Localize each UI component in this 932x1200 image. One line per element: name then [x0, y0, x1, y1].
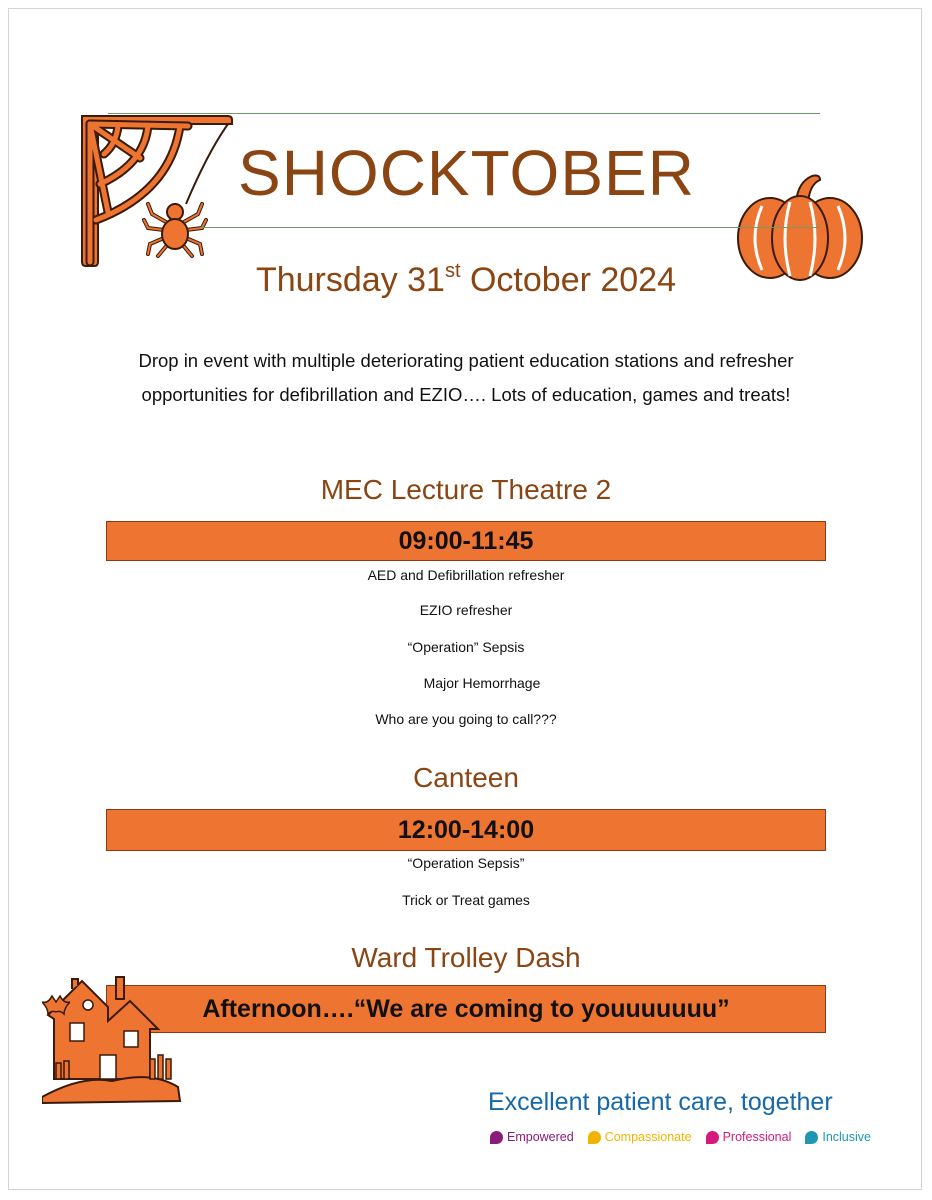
value-professional: [706, 1130, 792, 1144]
professional-drop-icon: [706, 1131, 719, 1144]
event-title: SHOCKTOBER: [238, 137, 695, 209]
time-bar-morning: 09:00-11:45: [106, 521, 826, 561]
list-item: Trick or Treat games: [402, 892, 530, 908]
value-empowered: [490, 1130, 574, 1144]
spider-icon: [142, 196, 208, 262]
trust-values: [490, 1130, 871, 1144]
event-description: Drop in event with multiple deteriorating patient education stations and refresher opportunities for defibrillation and EZIO…. Lots of education, games and treats!: [138, 350, 794, 405]
value-label: Inclusive: [822, 1130, 871, 1144]
section-heading-trolley-dash: Ward Trolley Dash: [351, 942, 581, 973]
value-compassionate: [588, 1130, 692, 1144]
section-heading-lecture-theatre: MEC Lecture Theatre 2: [320, 474, 612, 505]
list-item: EZIO refresher: [419, 602, 513, 618]
time-bar-afternoon: Afternoon….“We are coming to youuuuuuu”: [106, 985, 826, 1033]
value-label: Compassionate: [604, 1130, 692, 1144]
section-heading-canteen: Canteen: [413, 762, 519, 793]
list-item: AED and Defibrillation refresher: [367, 567, 565, 583]
list-item: Major Hemorrhage: [423, 675, 541, 691]
value-label: Empowered: [507, 1130, 574, 1144]
inclusive-drop-icon: [805, 1131, 818, 1144]
value-inclusive: [805, 1130, 871, 1144]
compassionate-drop-icon: [588, 1131, 601, 1144]
title-rule-top: [108, 113, 820, 114]
list-item: Who are you going to call???: [375, 711, 557, 727]
time-bar-midday: 12:00-14:00: [106, 809, 826, 851]
value-label: Professional: [722, 1130, 792, 1144]
list-item: “Operation Sepsis”: [407, 855, 525, 871]
empowered-drop-icon: [490, 1131, 503, 1144]
list-item: “Operation” Sepsis: [407, 639, 525, 655]
trust-slogan: Excellent patient care, together: [488, 1088, 833, 1116]
bat-icon: [42, 994, 70, 1016]
title-rule-bottom: [200, 227, 820, 228]
event-date: Thursday 31st October 2024: [255, 260, 677, 299]
